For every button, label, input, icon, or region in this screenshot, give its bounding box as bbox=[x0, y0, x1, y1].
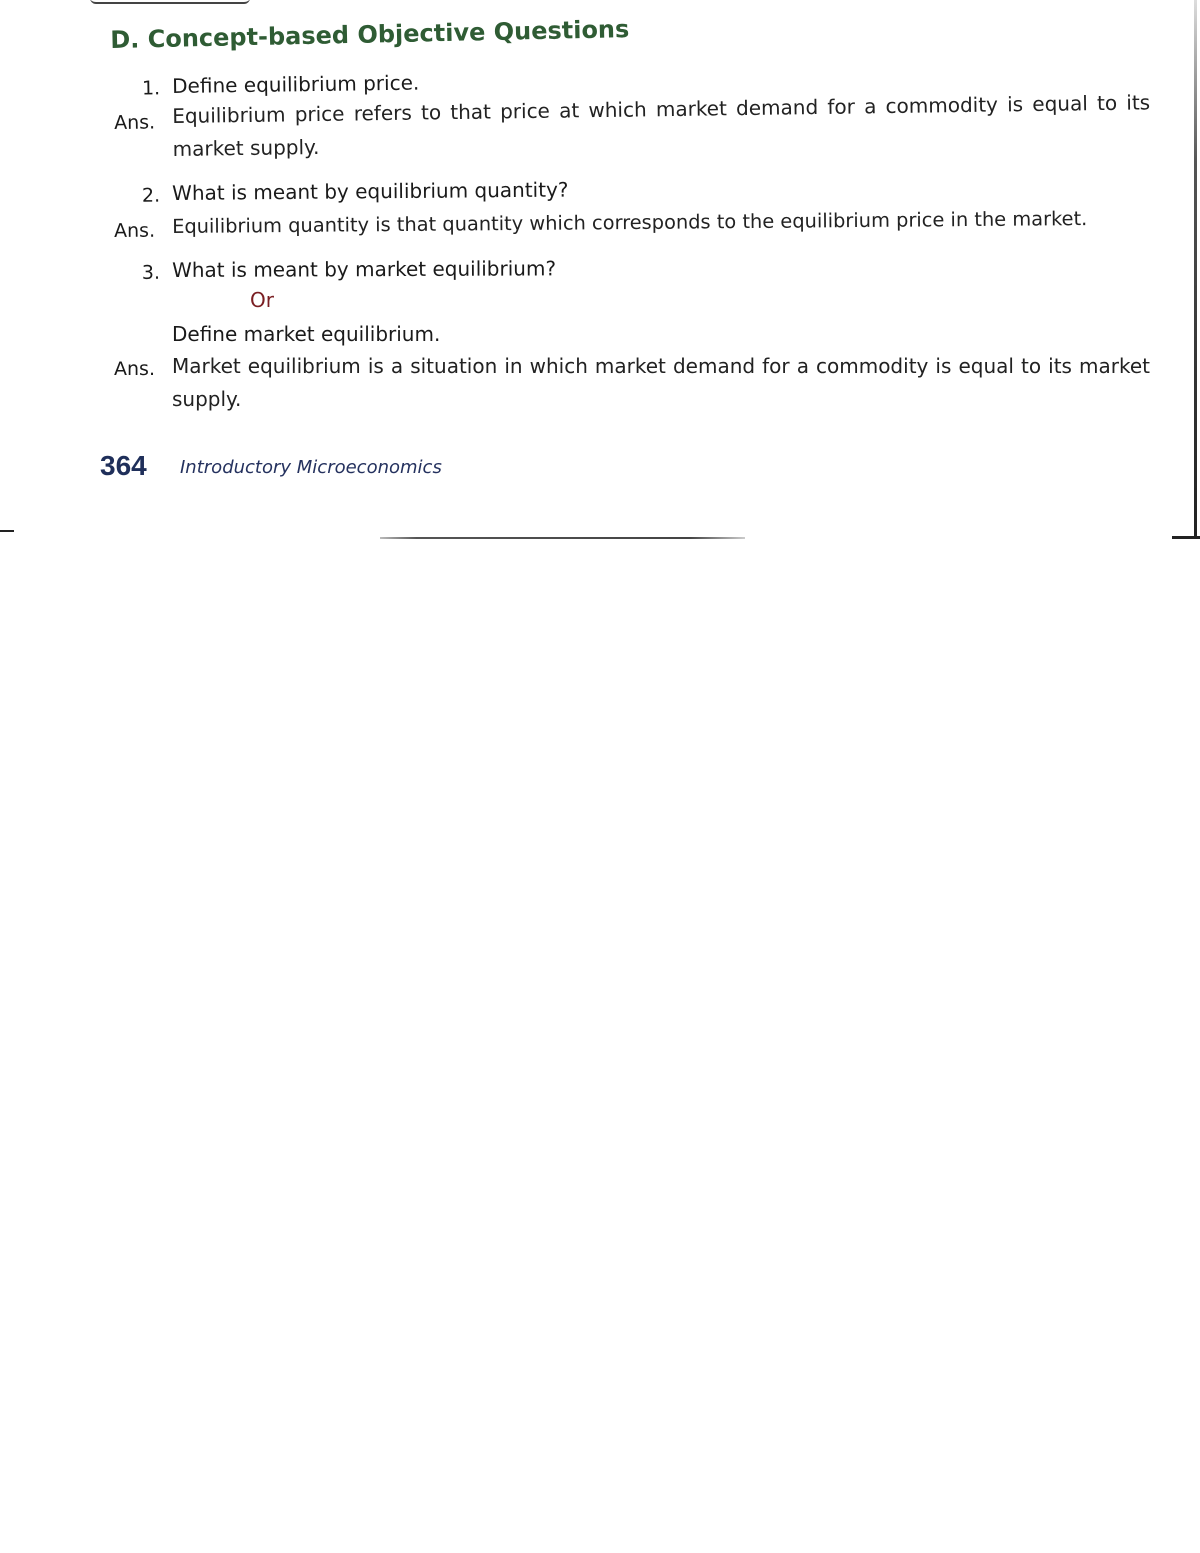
or-connector: Or bbox=[250, 288, 274, 312]
question-3-text: What is meant by market equilibrium? bbox=[172, 256, 557, 282]
cut-off-previous-text bbox=[90, 0, 250, 4]
question-3-alternate-text: Define market equilibrium. bbox=[172, 322, 441, 346]
page-edge-left bbox=[0, 530, 14, 532]
answer-label-2: Ans. bbox=[114, 219, 156, 242]
page-number: 364 bbox=[100, 450, 147, 481]
question-1-text: Define equilibrium price. bbox=[172, 70, 420, 98]
answer-label-1: Ans. bbox=[114, 111, 156, 134]
section-heading: D. Concept-based Objective Questions bbox=[110, 15, 630, 54]
question-number-3: 3. bbox=[141, 261, 161, 284]
book-title: Introductory Microeconomics bbox=[180, 457, 442, 478]
answer-3-text: Market equilibrium is a situation in which market demand for a commodity is equal to its market supply. bbox=[172, 354, 1150, 411]
answer-1-text: Equilibrium price refers to that price at which market demand for a commodity is equal to its market supply. bbox=[172, 90, 1151, 161]
page-edge-right bbox=[1194, 0, 1197, 538]
question-number-2: 2. bbox=[141, 184, 161, 207]
page-edge-bottom bbox=[380, 537, 745, 539]
question-number-1: 1. bbox=[141, 77, 161, 100]
answer-2-text: Equilibrium quantity is that quantity which corresponds to the equilibrium price in the market. bbox=[172, 207, 1088, 238]
scanned-page bbox=[0, 0, 1200, 545]
answer-label-3: Ans. bbox=[114, 358, 155, 380]
question-2-text: What is meant by equilibrium quantity? bbox=[172, 177, 569, 205]
